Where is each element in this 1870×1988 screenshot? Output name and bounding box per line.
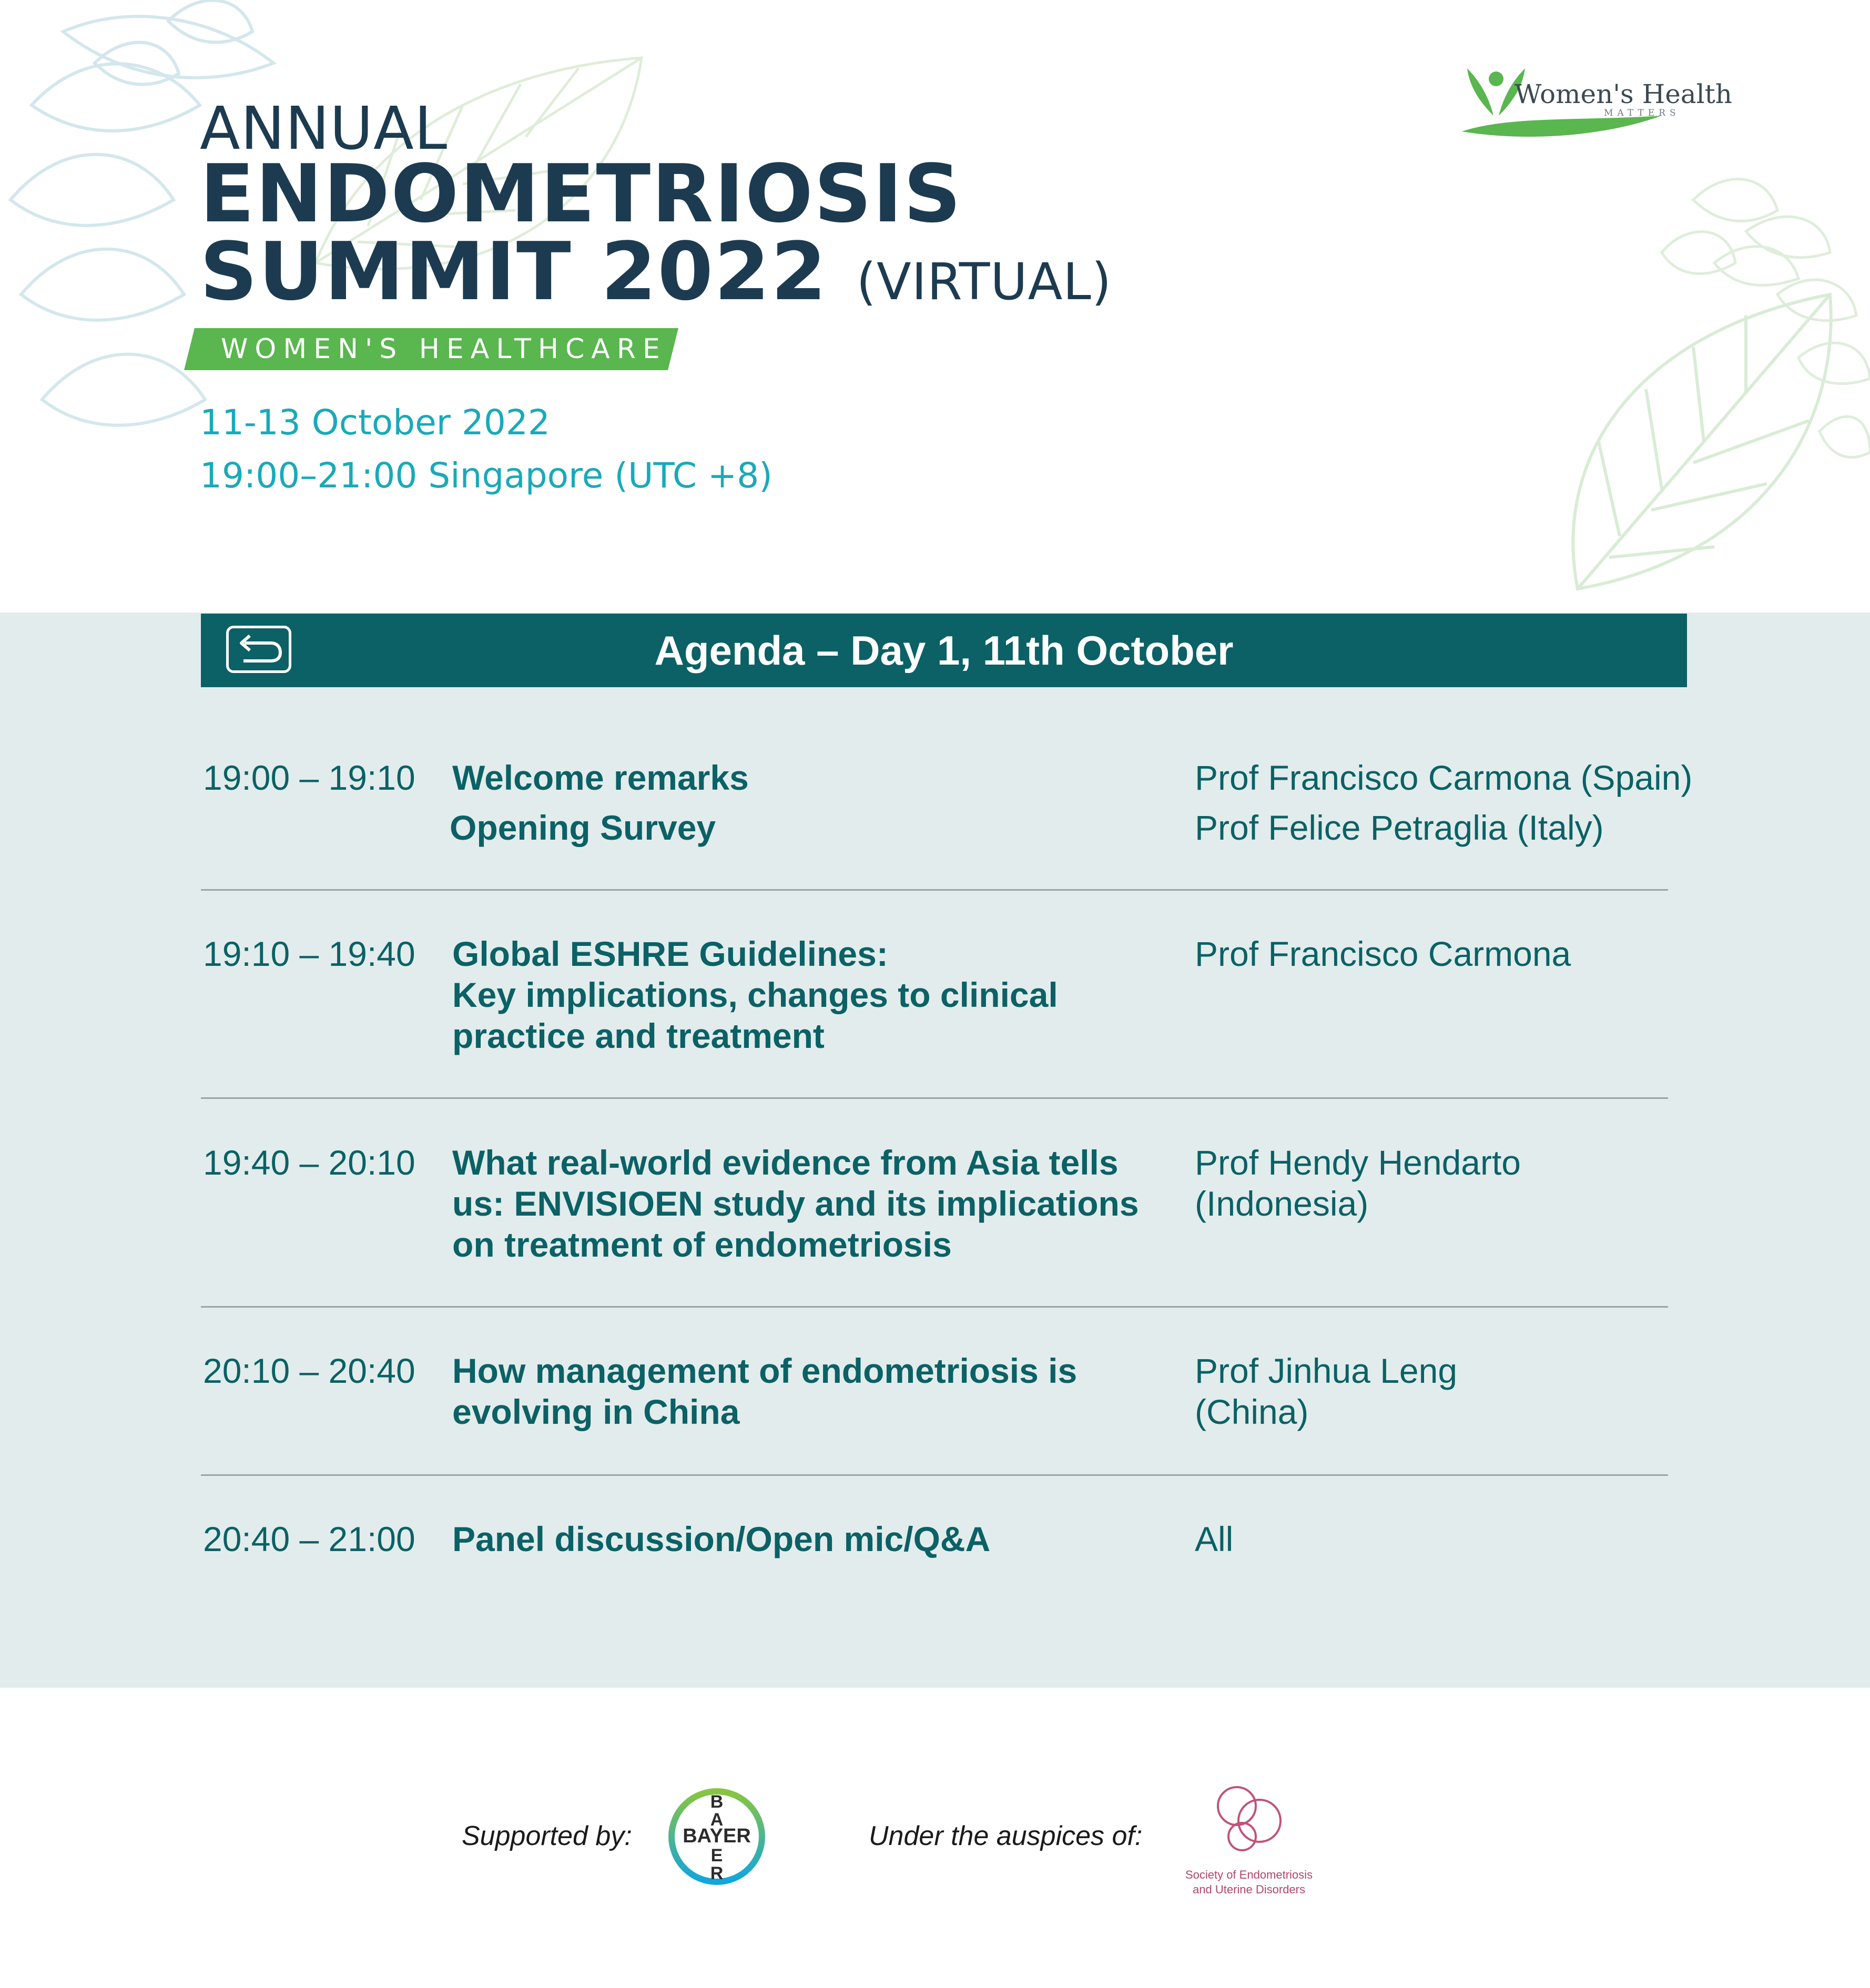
title-main [200,147,1112,321]
bayer-letter: R [710,1863,724,1883]
speaker-line: (Indonesia) [1195,1184,1369,1223]
row-divider [201,1306,1668,1308]
seud-name [1167,1868,1330,1897]
row-divider [201,1097,1668,1099]
title-endometriosis: ENDOMETRIOSIS [200,147,962,240]
row-5-time: 20:40 – 21:00 [203,1520,415,1558]
title-summit: SUMMIT 2022 [200,225,828,318]
topic-line: us: ENVISIOEN study and its implications [452,1184,1139,1223]
banner-womens-healthcare: WOMEN'S HEALTHCARE [221,333,667,365]
topic-line: practice and treatment [452,1016,825,1055]
bayer-letter: B [710,1792,724,1812]
row-1-time: 19:00 – 19:10 [203,758,415,797]
topic-line: What real-world evidence from Asia tells [452,1143,1119,1182]
speaker-line: Prof Hendy Hendarto [1195,1143,1521,1182]
logo-subtitle: MATTERS [1604,108,1680,118]
row-1-topic [452,757,749,798]
back-arrow-icon [229,628,289,670]
row-1-topic-2 [450,807,716,848]
row-divider [201,1474,1668,1476]
row-5-topic [452,1518,990,1559]
row-4-speaker [1195,1350,1457,1432]
topic-line: Key implications, changes to clinical [452,975,1058,1014]
title-annual: ANNUAL [200,95,448,163]
auspices-label: Under the auspices of: [869,1821,1143,1851]
event-time: 19:00–21:00 Singapore (UTC +8) [200,455,773,496]
seud-logo-icon [1204,1780,1294,1859]
row-5-speaker: All [1195,1520,1234,1558]
bayer-logo-vertical [705,1793,728,1882]
topic-line: Opening Survey [450,808,716,847]
title-virtual: (VIRTUAL) [856,252,1112,311]
row-3-speaker [1195,1142,1521,1224]
back-button[interactable] [226,626,291,673]
topic-line: How management of endometriosis is [452,1351,1078,1390]
bayer-letter: E [710,1846,723,1865]
bayer-letter-center [705,1829,728,1847]
row-2-topic [452,933,1058,1056]
topic-line: Panel discussion/Open mic/Q&A [452,1520,991,1558]
row-divider [201,889,1668,891]
row-3-time: 19:40 – 20:10 [203,1143,415,1182]
topic-line: Global ESHRE Guidelines: [452,934,888,973]
seud-line: and Uterine Disorders [1193,1883,1305,1896]
speaker-line: Prof Jinhua Leng [1195,1351,1458,1390]
logo-name: Women's Health [1515,79,1732,109]
topic-line: on treatment of endometriosis [452,1225,952,1264]
row-4-time: 20:10 – 20:40 [203,1351,415,1390]
decorative-leaves-right [1420,158,1870,610]
topic-line: evolving in China [452,1392,740,1431]
row-2-speaker: Prof Francisco Carmona [1195,934,1571,973]
topic-line: Welcome remarks [452,758,749,797]
row-2-time: 19:10 – 19:40 [203,934,415,973]
title-summit-line [200,225,1112,321]
row-4-topic [452,1350,1077,1432]
supported-by-label: Supported by: [462,1821,632,1851]
speaker-line: (China) [1195,1392,1309,1431]
seud-line: Society of Endometriosis [1185,1868,1313,1881]
bayer-logo-horizontal: BAYER [683,1825,751,1847]
row-3-topic [452,1142,1139,1265]
row-1-speaker: Prof Francisco Carmona (Spain) [1195,758,1693,797]
bayer-letter: A [710,1810,724,1830]
row-1-speaker-2: Prof Felice Petraglia (Italy) [1195,808,1604,847]
agenda-title: Agenda – Day 1, 11th October [654,627,1234,674]
event-date: 11-13 October 2022 [200,402,550,443]
